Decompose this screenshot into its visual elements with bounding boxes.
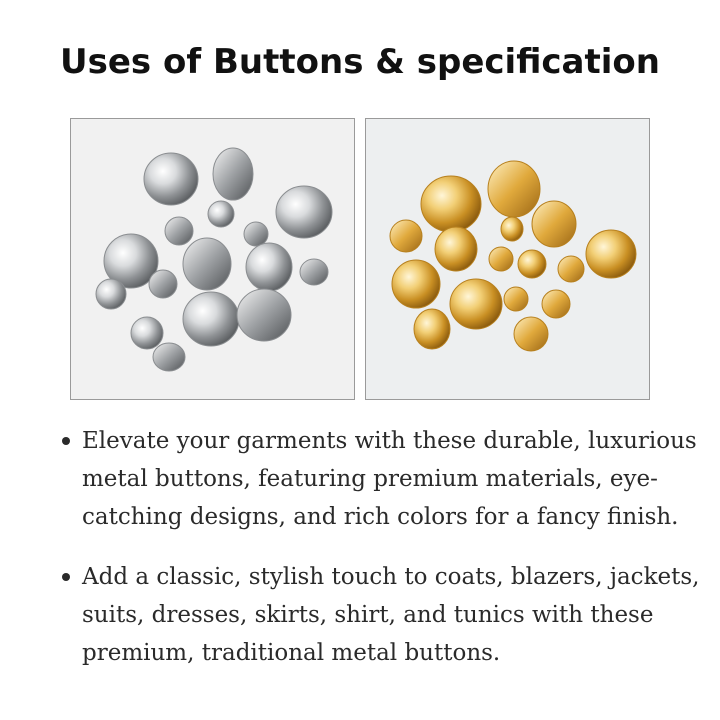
bullet-item bbox=[62, 558, 702, 672]
silver-metal-buttons-photo bbox=[70, 118, 355, 400]
bullet-dot-icon bbox=[62, 573, 70, 581]
bullet-text: Elevate your garments with these durable, luxurious metal buttons, featuring premium materials, eye-catching designs, and rich colors for a fancy finish. bbox=[82, 428, 697, 530]
gold-metal-buttons-photo bbox=[365, 118, 650, 400]
page-title: Uses of Buttons & specification bbox=[60, 42, 660, 82]
silver-button-group bbox=[96, 148, 332, 371]
specification-bullet-list bbox=[62, 422, 702, 694]
gold-buttons-illustration bbox=[366, 119, 649, 399]
gold-button-group bbox=[390, 161, 636, 351]
bullet-text: Add a classic, stylish touch to coats, blazers, jackets, suits, dresses, skirts, shirt, and tunics with these premium, traditional metal buttons. bbox=[82, 564, 700, 666]
silver-buttons-illustration bbox=[71, 119, 354, 399]
bullet-dot-icon bbox=[62, 437, 70, 445]
bullet-item bbox=[62, 422, 702, 536]
